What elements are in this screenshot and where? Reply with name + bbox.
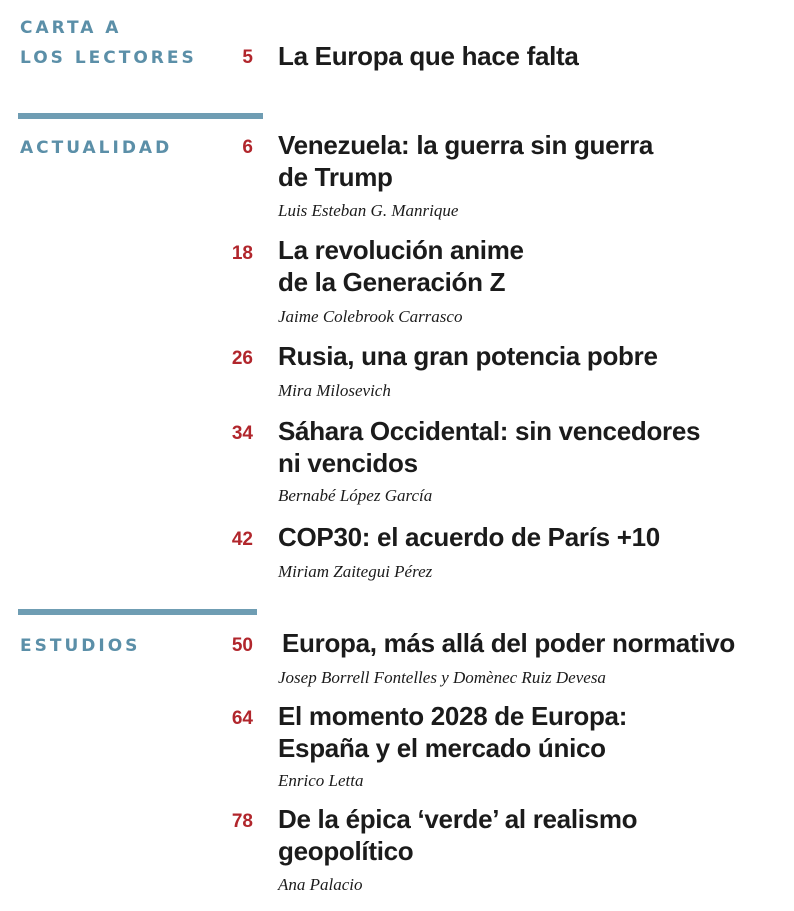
article-author: Mira Milosevich [278, 381, 391, 400]
page-number[interactable]: 42 [231, 529, 253, 550]
article-title-line: de Trump [278, 162, 393, 192]
section-divider [18, 609, 257, 615]
page-number[interactable]: 6 [242, 137, 253, 158]
article-title[interactable] [278, 700, 627, 764]
article-title[interactable] [282, 627, 735, 659]
section-label-actualidad [20, 133, 172, 163]
article-title-line: COP30: el acuerdo de París +10 [278, 522, 660, 552]
article-title-line: Sáhara Occidental: sin vencedores [278, 416, 701, 446]
article-title[interactable] [278, 521, 660, 553]
article-title-line: De la épica ‘verde’ al realismo [278, 804, 638, 834]
section-label-line: ACTUALIDAD [20, 138, 173, 158]
article-title[interactable] [278, 340, 658, 372]
section-label-line: LOS LECTORES [20, 48, 197, 68]
article-title[interactable] [278, 415, 700, 479]
article-author: Bernabé López García [278, 486, 433, 505]
article-title-line: El momento 2028 de Europa: [278, 701, 628, 731]
article-title-line: geopolítico [278, 836, 414, 866]
article-title[interactable] [278, 129, 653, 193]
page-number[interactable]: 18 [231, 243, 253, 264]
article-title-line: ni vencidos [278, 448, 418, 478]
article-author: Luis Esteban G. Manrique [278, 201, 459, 220]
section-label-carta [20, 13, 197, 73]
section-label-line: CARTA A [20, 18, 122, 38]
article-title-line: España y el mercado único [278, 733, 606, 763]
article-title[interactable] [278, 803, 637, 867]
section-label-estudios [20, 631, 140, 661]
page-number[interactable]: 64 [231, 708, 253, 729]
article-title-line: Venezuela: la guerra sin guerra [278, 130, 654, 160]
article-title-line: Europa, más allá del poder normativo [282, 628, 735, 658]
article-title-line: La Europa que hace falta [278, 41, 579, 71]
article-author: Miriam Zaitegui Pérez [278, 562, 433, 581]
page-number[interactable]: 5 [242, 47, 253, 68]
article-title[interactable] [278, 40, 579, 72]
article-title-line: Rusia, una gran potencia pobre [278, 341, 658, 371]
page-number[interactable]: 34 [231, 423, 253, 444]
section-label-line: ESTUDIOS [20, 636, 141, 656]
article-title-line: de la Generación Z [278, 267, 506, 297]
article-author: Ana Palacio [278, 875, 363, 894]
article-author: Josep Borrell Fontelles y Domènec Ruiz Devesa [278, 668, 606, 687]
article-author: Jaime Colebrook Carrasco [278, 307, 463, 326]
article-title[interactable] [278, 234, 524, 298]
page-number[interactable]: 78 [231, 811, 253, 832]
page-number[interactable]: 26 [231, 348, 253, 369]
section-divider [18, 113, 263, 119]
article-title-line: La revolución anime [278, 235, 524, 265]
article-author: Enrico Letta [278, 771, 364, 790]
page-number[interactable]: 50 [231, 635, 253, 656]
